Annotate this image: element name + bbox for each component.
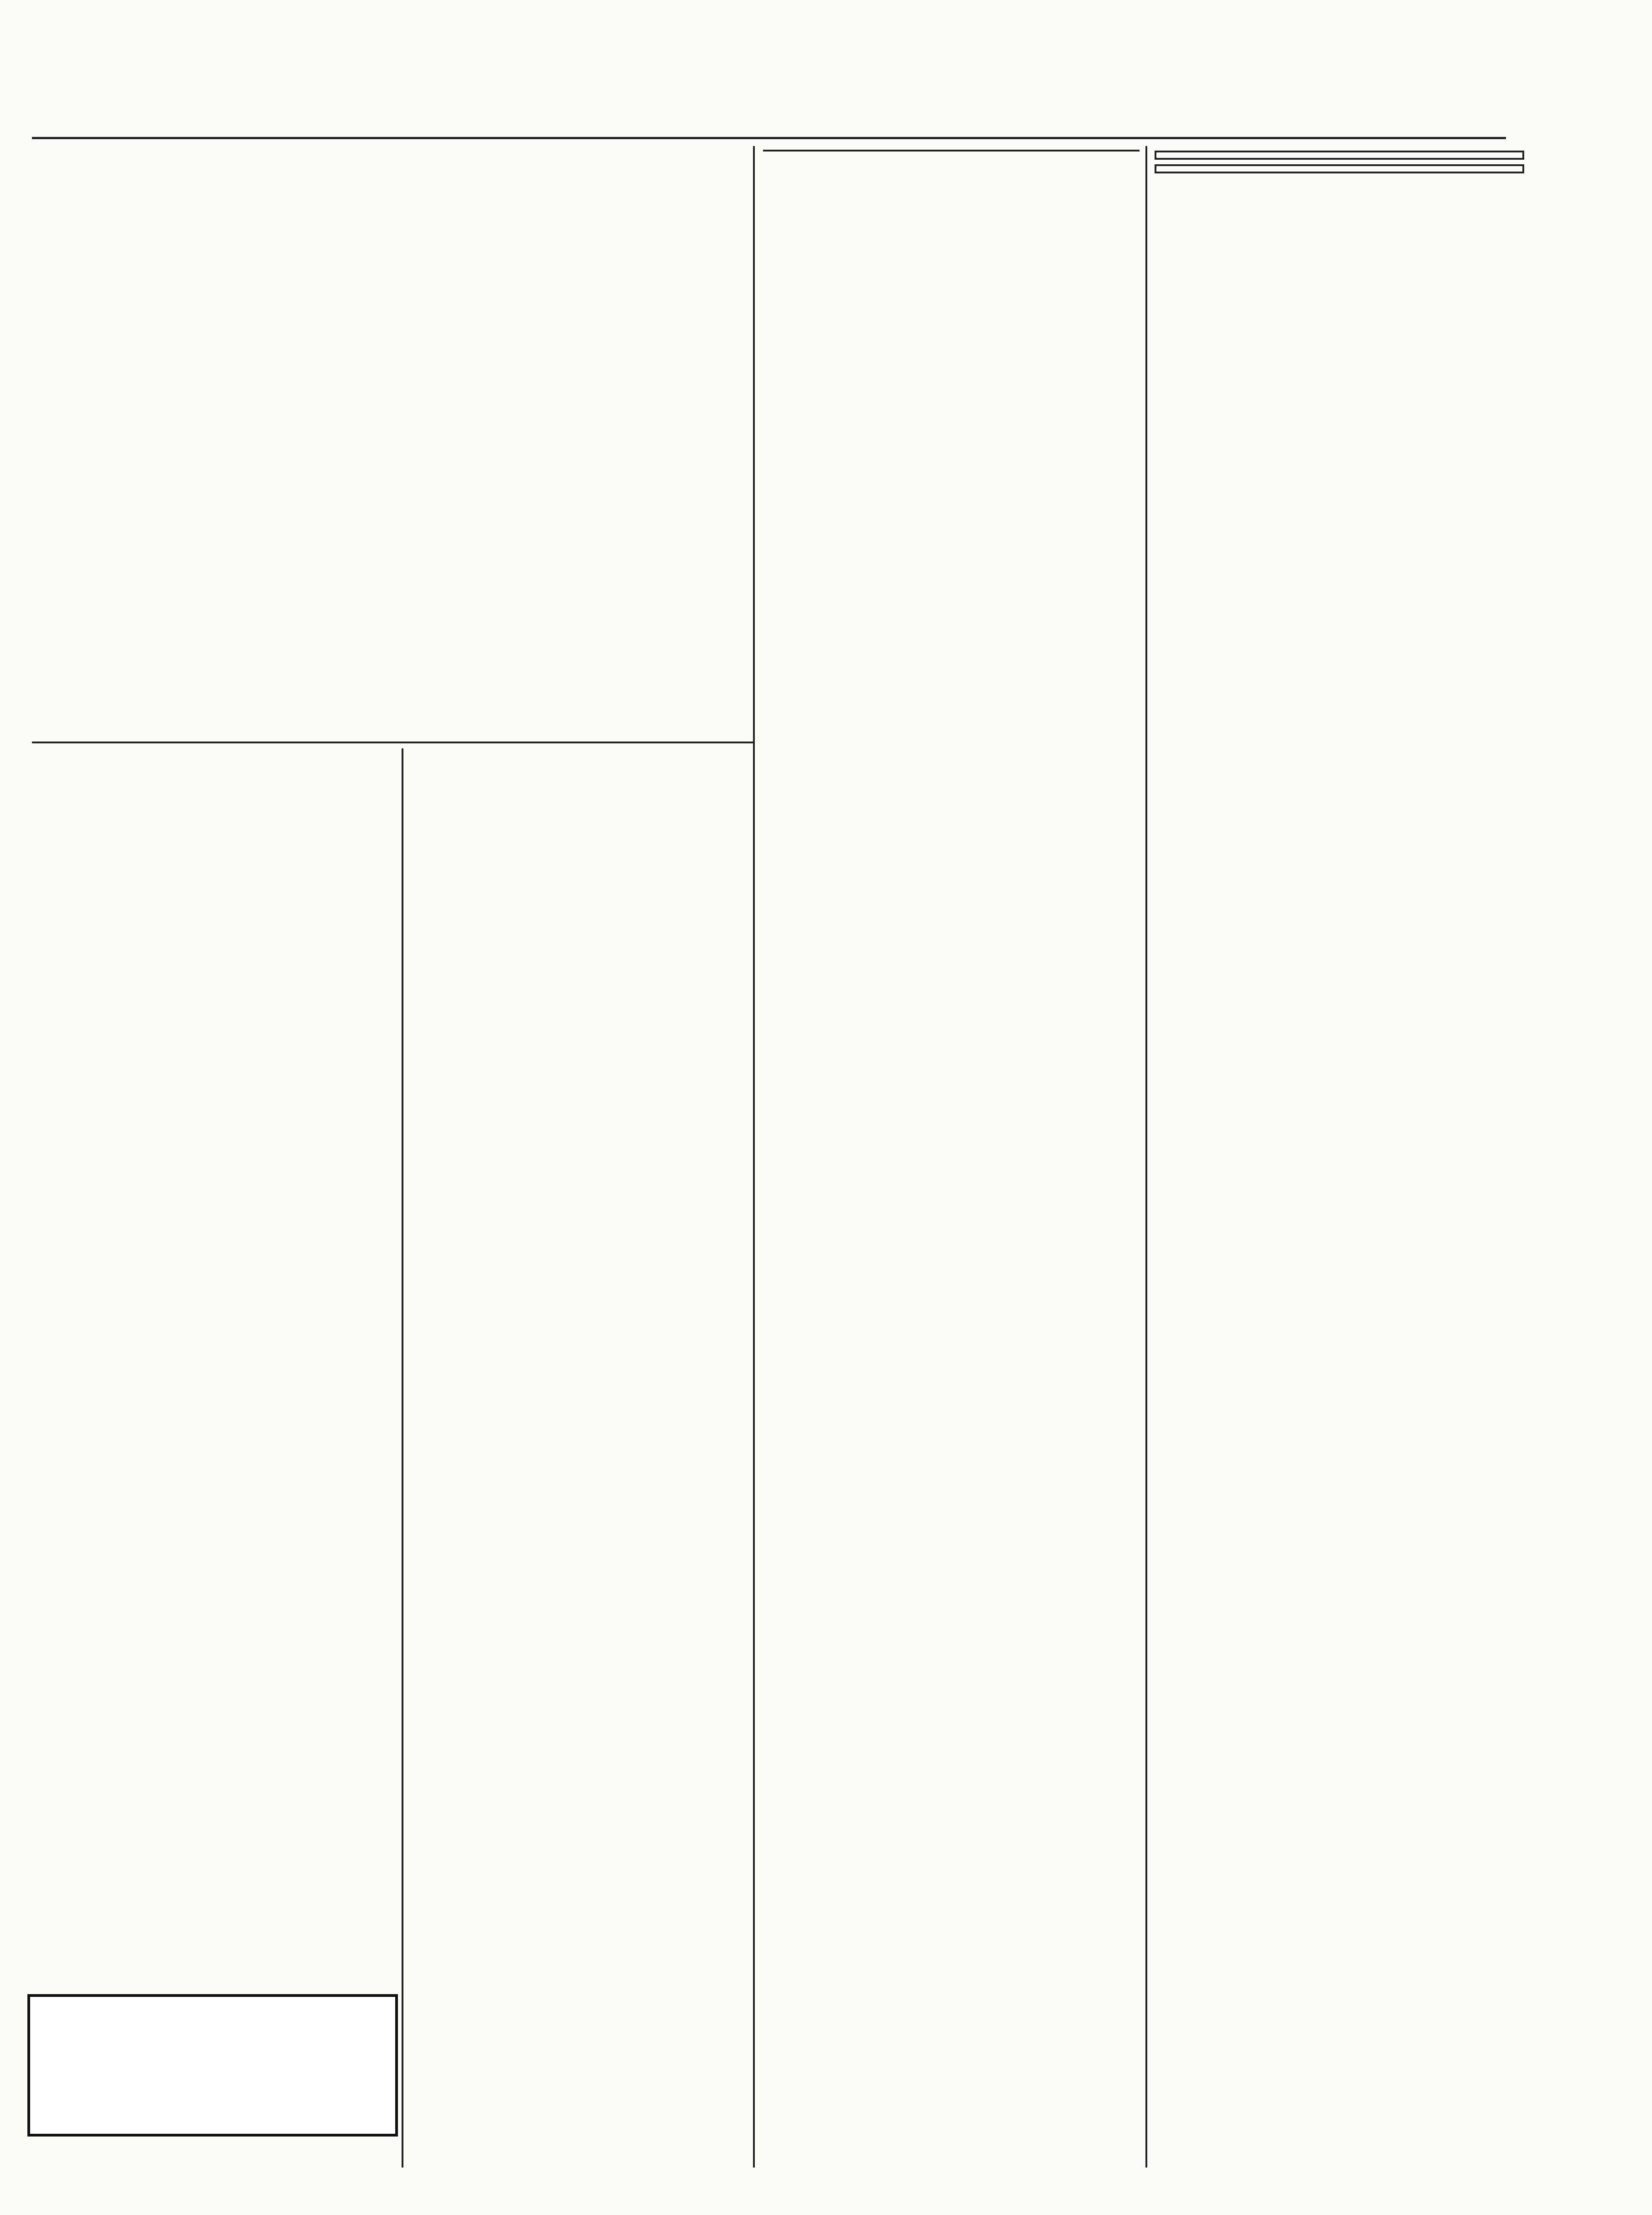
column-2 [411,748,748,2163]
section-rule [763,150,1140,151]
column-rule-3 [1145,146,1147,2168]
column-rule-2 [753,146,755,2168]
column-4 [1155,146,1524,2168]
lead-bottom-rule [32,742,753,743]
advertisement-blindenfuersorge [27,1994,398,2137]
lead-article [37,151,748,739]
column-3 [763,146,1140,2168]
header-rule [32,137,1506,139]
column-rule-1 [402,748,403,2168]
column-1 [32,748,397,1976]
eingesendet-box-2 [1155,164,1524,173]
eingesendet-box-1 [1155,151,1524,160]
